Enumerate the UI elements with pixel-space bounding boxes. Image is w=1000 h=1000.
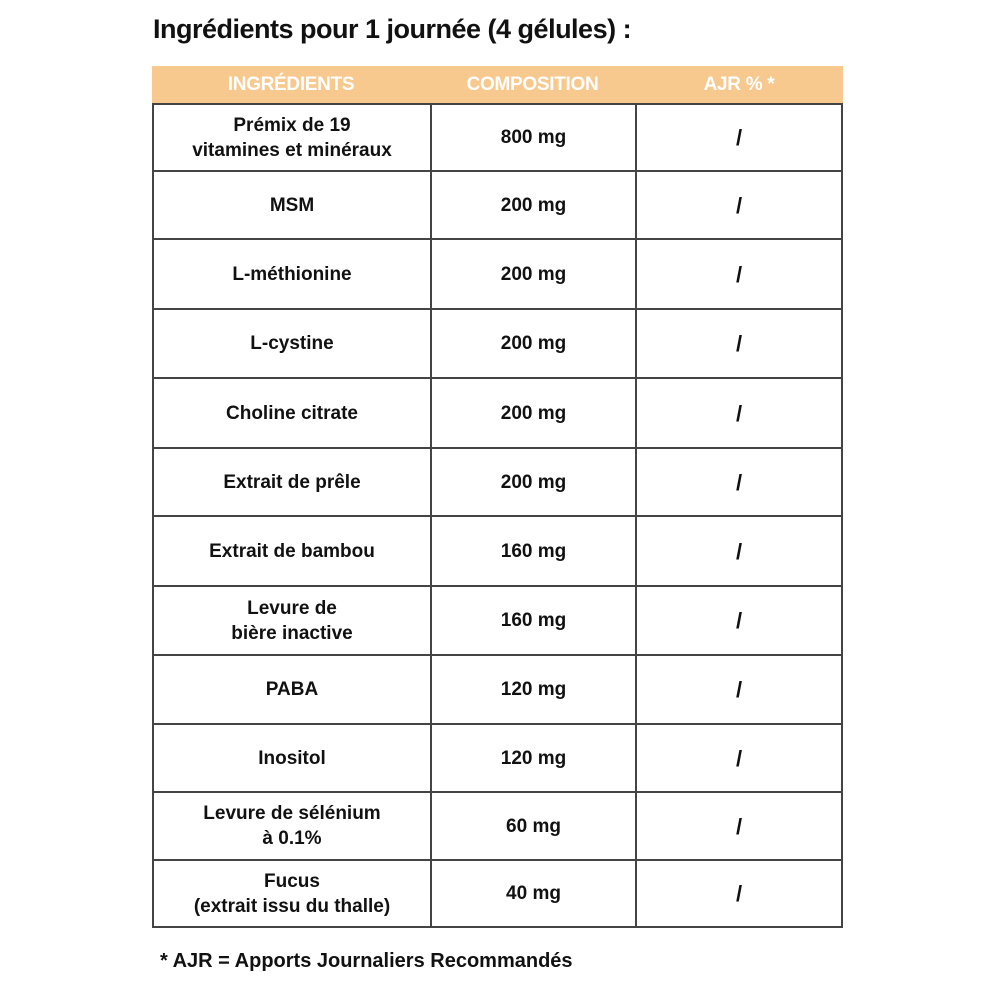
composition-cell: 120 mg (432, 656, 637, 723)
table-row (154, 377, 841, 447)
ajr-cell: / (735, 538, 743, 564)
composition-cell: 200 mg (432, 379, 637, 447)
ingredient-cell: Choline citrate (154, 379, 432, 447)
ingredient-cell: Levure de sélénium à 0.1% (154, 793, 432, 859)
ajr-cell: / (735, 125, 743, 150)
table-row (154, 170, 841, 238)
ajr-cell: / (735, 331, 743, 356)
ingredient-cell: MSM (154, 172, 432, 238)
ingredient-cell: Inositol (154, 725, 432, 791)
ingredient-cell: Fucus (extrait issu du thalle) (154, 861, 432, 926)
ingredient-cell: PABA (154, 656, 432, 723)
table-header (152, 66, 843, 103)
composition-cell: 160 mg (432, 517, 637, 585)
table-row (154, 103, 841, 170)
table-row (154, 723, 841, 791)
table-row (154, 791, 841, 859)
page-title: Ingrédients pour 1 journée (4 gélules) : (153, 14, 632, 44)
composition-cell: 40 mg (432, 861, 637, 926)
composition-cell: 200 mg (432, 310, 637, 377)
ajr-cell: / (735, 813, 743, 839)
ingredient-cell: L-cystine (154, 310, 432, 377)
composition-cell: 200 mg (432, 240, 637, 308)
composition-cell: 800 mg (432, 105, 637, 170)
ajr-cell: / (735, 400, 743, 426)
table-row (154, 859, 841, 926)
composition-cell: 200 mg (432, 449, 637, 515)
ingredient-cell: Prémix de 19 vitamines et minéraux (154, 105, 432, 170)
table-row (154, 238, 841, 308)
ajr-cell: / (735, 881, 743, 906)
ingredients-table (152, 66, 843, 928)
footnote: * AJR = Apports Journaliers Recommandés (160, 950, 573, 972)
table-row (154, 308, 841, 377)
ajr-cell: / (735, 192, 743, 218)
ingredient-cell: L-méthionine (154, 240, 432, 308)
ajr-cell: / (735, 745, 743, 771)
header-ingredients: INGRÉDIENTS (227, 73, 355, 95)
table-row (154, 515, 841, 585)
ajr-cell: / (735, 608, 743, 633)
ajr-cell: / (735, 469, 743, 495)
composition-cell: 200 mg (432, 172, 637, 238)
ingredient-cell: Levure de bière inactive (154, 587, 432, 654)
table-body (152, 103, 843, 928)
composition-cell: 160 mg (432, 587, 637, 654)
table-row (154, 585, 841, 654)
ajr-cell: / (735, 261, 743, 287)
ingredient-cell: Extrait de prêle (154, 449, 432, 515)
table-row (154, 447, 841, 515)
header-composition: COMPOSITION (466, 73, 599, 95)
composition-cell: 120 mg (432, 725, 637, 791)
table-row (154, 654, 841, 723)
header-ajr: AJR % * (703, 73, 775, 95)
ajr-cell: / (735, 677, 743, 702)
ingredient-cell: Extrait de bambou (154, 517, 432, 585)
composition-cell: 60 mg (432, 793, 637, 859)
